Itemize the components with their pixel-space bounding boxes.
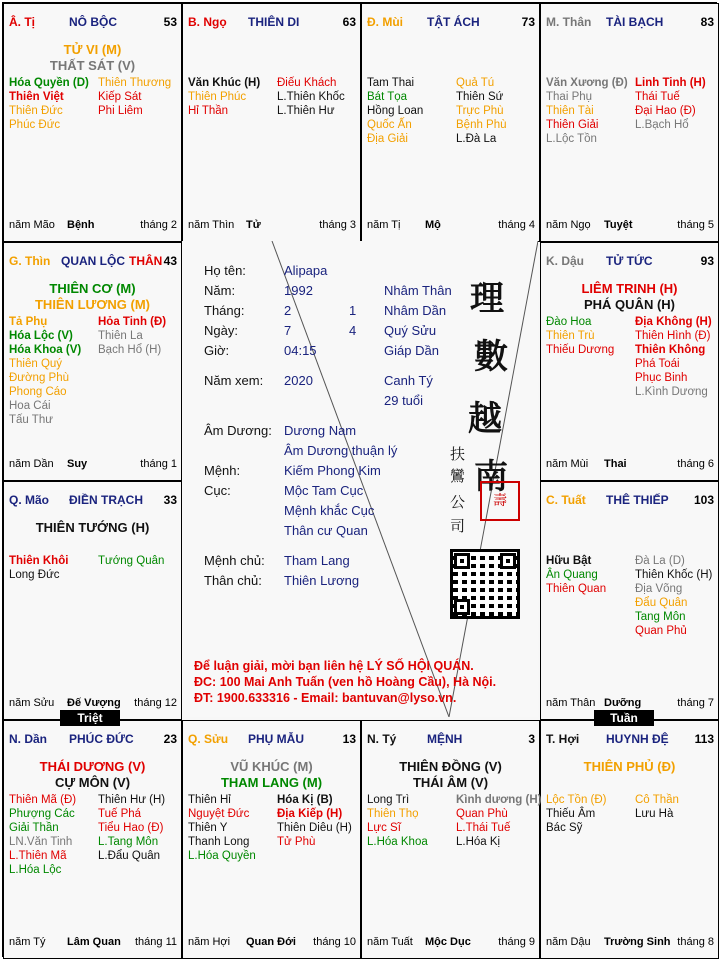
minor-star: Lưu Hà (635, 808, 674, 820)
minor-star: Bát Tọa (367, 91, 408, 103)
callig-small-2: 鸞 (450, 467, 466, 485)
palace[interactable] (540, 242, 719, 481)
menh-chu-label: Mệnh chủ: (204, 553, 265, 568)
palace-branch: Đ. Mùi (367, 15, 403, 29)
life-stage: Dưỡng (604, 697, 642, 709)
nam-can-chi: Nhâm Thân (384, 283, 452, 298)
minor-star: Thiên Trù (546, 330, 595, 342)
minor-star: Địa Kiếp (H) (277, 808, 343, 820)
palace-number: 63 (342, 15, 356, 29)
minor-star: Thiên Việt (9, 91, 64, 103)
cuc-label: Cục: (204, 483, 231, 498)
minor-star: Thiên Hình (Đ) (635, 330, 711, 342)
minor-star: Tuế Phá (98, 808, 142, 820)
palace-branch: Q. Sửu (188, 732, 229, 746)
palace[interactable] (3, 481, 182, 720)
minor-star: Thiên Diêu (H) (277, 822, 352, 834)
palace-year: năm Tuất (367, 936, 413, 948)
minor-star: L.Đà La (456, 133, 497, 145)
palace-name: TẬT ÁCH (427, 15, 480, 29)
minor-star: Nguyệt Đức (188, 808, 250, 820)
minor-star: Thiên Quý (9, 358, 63, 370)
life-stage: Suy (67, 458, 88, 470)
minor-star: Lộc Tồn (Đ) (546, 794, 607, 806)
palace-year: năm Mão (9, 219, 55, 231)
minor-star: Đẩu Quân (635, 597, 688, 609)
ngay-value: 7 (284, 323, 292, 338)
nam-xem-can-chi: Canh Tý (384, 373, 433, 388)
minor-star: Thiên Không (635, 344, 706, 356)
minor-star: Hóa Kị (B) (277, 794, 333, 806)
life-stage: Tuyệt (604, 219, 633, 231)
palace-month: tháng 3 (319, 219, 356, 231)
minor-star: Bác Sỹ (546, 822, 583, 834)
palace-branch: C. Tuất (546, 493, 586, 507)
palace[interactable] (3, 242, 182, 481)
palace-year: năm Thân (546, 697, 596, 709)
minor-star: Phục Binh (635, 372, 688, 384)
minor-star: Tiểu Hao (Đ) (98, 822, 164, 834)
minor-star: L.Thái Tuế (456, 822, 511, 834)
minor-star: Phúc Đức (9, 119, 61, 131)
minor-star: L.Tang Môn (98, 836, 159, 848)
palace-number: 23 (163, 732, 177, 746)
palace-number: 103 (693, 493, 714, 507)
minor-star: Đà La (D) (635, 555, 685, 567)
palace-name: MỆNH (427, 732, 463, 746)
palace-branch: Â. Tị (9, 15, 35, 29)
palace-year: năm Dậu (546, 936, 591, 948)
palace-name: HUYNH ĐỆ (606, 732, 669, 746)
palace-branch: K. Dậu (546, 254, 585, 268)
life-stage: Tử (246, 219, 261, 231)
than-chu-label: Thân chủ: (204, 573, 262, 588)
minor-star: L.Đẩu Quân (98, 850, 161, 862)
cuc-value: Mộc Tam Cục (284, 483, 364, 498)
palace-year: năm Mùi (546, 458, 589, 470)
main-star: THÁI DƯƠNG (V) (39, 759, 146, 774)
palace-number: 83 (700, 15, 714, 29)
minor-star: Kiếp Sát (98, 91, 142, 103)
main-star: PHÁ QUÂN (H) (584, 297, 675, 312)
minor-star: Kình dương (H) (456, 794, 542, 806)
palace-branch: T. Hợi (546, 732, 580, 746)
main-star: THIÊN CƠ (M) (49, 281, 136, 296)
minor-star: Thái Tuế (635, 91, 680, 103)
than-cu: Thân cư Quan (284, 523, 368, 538)
palace-number: 33 (163, 493, 177, 507)
palace-month: tháng 2 (140, 219, 177, 231)
minor-star: Thiếu Âm (546, 808, 596, 820)
main-star: THẤT SÁT (V) (49, 58, 136, 73)
palace-month: tháng 4 (498, 219, 535, 231)
palace[interactable] (540, 720, 719, 959)
minor-star: Phi Liêm (98, 105, 143, 117)
palace[interactable] (3, 3, 182, 242)
palace-branch: N. Dần (9, 732, 48, 746)
life-stage: Bệnh (67, 219, 95, 231)
minor-star: Tả Phụ (9, 316, 48, 328)
minor-star: L.Hóa Quyền (188, 850, 256, 862)
palace-name: TÀI BẠCH (606, 15, 664, 29)
minor-star: Phong Cáo (9, 386, 67, 398)
nam-xem-label: Năm xem: (204, 373, 264, 388)
minor-star: L.Hóa Khoa (367, 836, 428, 848)
ngay-am-value: 4 (349, 323, 357, 338)
minor-star: Thiên Khốc (H) (635, 569, 713, 581)
palace-month: tháng 12 (134, 697, 177, 709)
thang-value: 2 (284, 303, 292, 318)
palace-name: ĐIỀN TRẠCH (69, 493, 143, 507)
minor-star: Thiên Tài (546, 105, 594, 117)
minor-star: Thiên La (98, 330, 143, 342)
triet-marker: Triệt (60, 710, 120, 726)
callig-char-2: 數 (474, 337, 508, 377)
minor-star: Thiên Sứ (456, 91, 504, 103)
menh-value: Kiếm Phong Kim (284, 463, 381, 478)
palace-name: QUAN LỘC (61, 254, 125, 268)
minor-star: Thiên Quan (546, 583, 607, 595)
minor-star: Thiên Phúc (188, 91, 247, 103)
red-seal-stamp: 壽 (480, 481, 520, 521)
life-stage: Lâm Quan (67, 936, 121, 948)
palace-number: 73 (521, 15, 535, 29)
main-star: THÁI ÂM (V) (412, 775, 489, 790)
palace-month: tháng 5 (677, 219, 714, 231)
main-star: THIÊN PHỦ (Đ) (583, 759, 676, 774)
main-star: TỬ VI (M) (63, 42, 122, 57)
minor-star: Thiên Hỉ (188, 794, 231, 806)
life-stage: Mộ (425, 219, 441, 231)
minor-star: Đại Hao (Đ) (635, 105, 696, 117)
palace-month: tháng 1 (140, 458, 177, 470)
minor-star: Giải Thần (9, 822, 59, 834)
am-duong-label: Âm Dương: (204, 423, 272, 438)
minor-star: Hỏa Tinh (Đ) (98, 316, 167, 328)
palace-year: năm Ngọ (546, 219, 591, 231)
ho-ten-label: Họ tên: (204, 263, 246, 278)
palace-number: 43 (163, 254, 177, 268)
palace-year: năm Thìn (188, 219, 235, 231)
minor-star: Đường Phù (9, 372, 69, 384)
minor-star: Hóa Lộc (V) (9, 330, 73, 342)
palace[interactable] (361, 720, 540, 959)
main-star: THAM LANG (M) (220, 775, 323, 790)
minor-star: Long Đức (9, 569, 60, 581)
minor-star: Thiên Hư (H) (98, 794, 166, 806)
minor-star: Thiên Khôi (9, 555, 69, 567)
callig-small-4: 司 (450, 517, 466, 535)
main-star: THIÊN LƯƠNG (M) (34, 297, 151, 312)
palace-name: THÊ THIẾP (606, 493, 669, 507)
palace-branch: M. Thân (546, 15, 592, 29)
callig-small-1: 扶 (450, 445, 466, 463)
minor-star: Điếu Khách (277, 77, 337, 89)
minor-star: Thiên Mã (Đ) (9, 794, 77, 806)
palace[interactable] (182, 720, 361, 959)
palace-branch: B. Ngọ (188, 15, 227, 29)
palace-month: tháng 6 (677, 458, 714, 470)
main-star: THIÊN ĐỒNG (V) (399, 759, 502, 774)
minor-star: Địa Võng (635, 583, 683, 595)
palace-name: TỬ TỨC (606, 254, 653, 268)
thang-can-chi: Nhâm Dần (384, 303, 447, 318)
minor-star: Tử Phù (277, 836, 316, 848)
minor-star: L.Thiên Khốc (277, 91, 345, 103)
minor-star: L.Hóa Lộc (9, 864, 62, 876)
cuc-relation: Mệnh khắc Cục (284, 503, 375, 518)
qr-code[interactable] (450, 549, 520, 619)
palace-year: năm Hợi (188, 936, 231, 948)
minor-star: L.Bạch Hổ (635, 119, 689, 131)
palace-month: tháng 7 (677, 697, 714, 709)
tuan-marker: Tuần (594, 710, 654, 726)
am-duong-value: Dương Nam (284, 423, 357, 438)
minor-star: L.Thiên Mã (9, 850, 67, 862)
minor-star: Lực Sĩ (367, 822, 401, 834)
palace-year: năm Dần (9, 458, 54, 470)
callig-char-1: 理 (470, 279, 504, 319)
minor-star: Hóa Khoa (V) (9, 344, 82, 356)
palace-name: THIÊN DI (248, 15, 300, 29)
minor-star: Văn Xương (Đ) (546, 77, 628, 89)
main-star: LIÊM TRINH (H) (581, 281, 678, 296)
center-info-panel (182, 241, 538, 717)
minor-star: Phượng Các (9, 808, 75, 820)
minor-star: Hữu Bật (546, 555, 592, 567)
minor-star: Tướng Quân (98, 555, 165, 567)
palace[interactable] (361, 3, 540, 242)
main-star: CỰ MÔN (V) (54, 775, 131, 790)
than-marker: THÂN (129, 254, 163, 268)
thang-label: Tháng: (204, 303, 245, 318)
minor-star: Tam Thai (367, 77, 415, 89)
palace-number: 113 (694, 732, 714, 746)
palace-month: tháng 11 (134, 936, 177, 948)
minor-star: Thiên Thương (98, 77, 172, 89)
minor-star: Địa Không (H) (635, 316, 712, 328)
life-stage: Quan Đới (246, 936, 296, 948)
minor-star: Hỉ Thần (188, 105, 229, 117)
life-stage: Thai (604, 458, 627, 470)
minor-star: Quốc Ấn (367, 119, 412, 131)
menh-label: Mệnh: (204, 463, 241, 478)
nam-xem-value: 2020 (284, 373, 313, 388)
palace-name: NÔ BỘC (69, 15, 117, 29)
palace-name: PHÚC ĐỨC (69, 732, 134, 746)
palace-number: 3 (528, 732, 535, 746)
minor-star: Văn Khúc (H) (188, 77, 261, 89)
minor-star: Thanh Long (188, 836, 250, 848)
contact-line-1: Để luận giải, mời bạn liên hệ LÝ SỐ HỘI QUÁN. (194, 659, 474, 673)
life-stage: Đế Vượng (67, 697, 121, 709)
gio-value: 04:15 (284, 343, 317, 358)
menh-chu-value: Tham Lang (284, 553, 350, 568)
gio-can-chi: Giáp Dần (384, 343, 439, 358)
minor-star: L.Lộc Tồn (546, 133, 597, 145)
gio-label: Giờ: (204, 343, 230, 358)
palace-name: PHỤ MẪU (248, 732, 304, 746)
minor-star: L.Kình Dương (635, 386, 708, 398)
palace[interactable] (540, 481, 719, 720)
minor-star: Tang Môn (635, 611, 686, 623)
minor-star: Cô Thần (635, 794, 679, 806)
minor-star: Hóa Quyền (D) (9, 77, 89, 89)
minor-star: L.Thiên Hư (277, 105, 335, 117)
minor-star: Hoa Cái (9, 400, 51, 412)
life-stage: Trường Sinh (604, 936, 671, 948)
callig-char-4: 南 (474, 457, 508, 497)
minor-star: LN.Văn Tinh (9, 836, 73, 848)
minor-star: Đào Hoa (546, 316, 592, 328)
ho-ten-value: Alipapa (284, 263, 328, 278)
palace-number: 93 (700, 254, 714, 268)
minor-star: Trực Phù (456, 105, 504, 117)
palace[interactable] (540, 3, 719, 242)
callig-small-3: 公 (450, 493, 466, 511)
minor-star: Bạch Hổ (H) (98, 344, 162, 356)
palace-branch: N. Tý (367, 732, 397, 746)
minor-star: Phá Toái (635, 358, 680, 370)
minor-star: Địa Giải (367, 133, 408, 145)
minor-star: Thiếu Dương (546, 344, 615, 356)
palace-branch: Q. Mão (9, 493, 50, 507)
minor-star: Thiên Giải (546, 119, 599, 131)
minor-star: Hồng Loan (367, 105, 424, 117)
ngay-can-chi: Quý Sửu (384, 323, 437, 338)
contact-phone-email[interactable]: ĐT: 1900.633316 - Email: bantuvan@lyso.vn. (194, 691, 457, 705)
than-chu-value: Thiên Lương (284, 573, 360, 588)
palace-month: tháng 8 (677, 936, 714, 948)
ngay-label: Ngày: (204, 323, 238, 338)
palace[interactable] (3, 720, 182, 959)
callig-char-3: 越 (468, 399, 502, 439)
minor-star: Quan Phù (456, 808, 508, 820)
minor-star: Ân Quang (546, 569, 598, 581)
palace-month: tháng 9 (498, 936, 535, 948)
minor-star: Linh Tinh (H) (635, 77, 706, 89)
palace-number: 53 (163, 15, 177, 29)
main-star: THIÊN TƯỚNG (H) (35, 520, 150, 535)
main-star: VŨ KHÚC (M) (230, 759, 313, 774)
minor-star: Thiên Thọ (367, 808, 419, 820)
minor-star: Long Trì (367, 794, 410, 806)
thang-am-value: 1 (349, 303, 357, 318)
tuoi-value: 29 tuổi (384, 393, 424, 408)
minor-star: Thiên Đức (9, 105, 63, 117)
minor-star: L.Hóa Kị (456, 836, 501, 848)
minor-star: Quan Phủ (635, 625, 687, 637)
palace-number: 13 (342, 732, 356, 746)
minor-star: Thai Phụ (546, 91, 593, 103)
contact-address: ĐC: 100 Mai Anh Tuấn (ven hồ Hoàng Cầu), Hà Nội. (194, 675, 497, 689)
life-stage: Mộc Dục (425, 936, 471, 948)
palace-branch: G. Thìn (9, 254, 51, 268)
palace-year: năm Tý (9, 936, 46, 948)
palace[interactable] (182, 3, 361, 242)
palace-year: năm Sửu (9, 697, 55, 709)
minor-star: Tấu Thư (9, 414, 53, 426)
minor-star: Quả Tú (456, 77, 495, 89)
minor-star: Bệnh Phù (456, 119, 507, 131)
palace-year: năm Tị (367, 219, 401, 231)
nam-label: Năm: (204, 283, 236, 298)
nam-value: 1992 (284, 283, 313, 298)
minor-star: Thiên Y (188, 822, 228, 834)
palace-month: tháng 10 (313, 936, 356, 948)
am-duong-ly: Âm Dương thuận lý (284, 443, 398, 458)
